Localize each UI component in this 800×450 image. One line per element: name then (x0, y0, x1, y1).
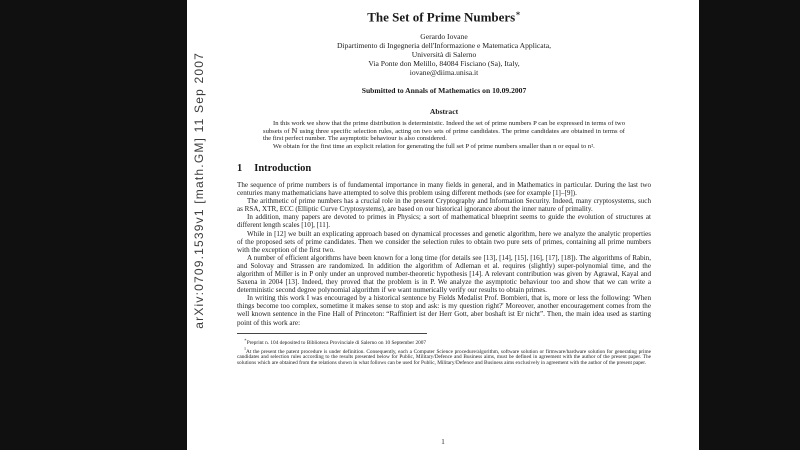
arxiv-sidebar-stamp: arXiv:0709.1539v1 [math.GM] 11 Sep 2007 (192, 52, 206, 329)
section-number: 1 (237, 162, 243, 174)
abstract-paragraph: We obtain for the first time an explicit relation for generating the full set P of prime numbers smaller than n or equal to n². (273, 142, 595, 150)
body-paragraph: While in [12] we built an explicating approach based on dynamical processes and genetic algorithm, here we analyze the analytic properties of the proposed sets of prime candidates. Then we consider the selection rules to obtain two pure sets of primes, containing all prime numbers with the exception of the first two. (237, 229, 651, 254)
author-email: iovane@diima.unisa.it (409, 68, 479, 78)
body-paragraph: The sequence of prime numbers is of fundamental importance in many fields in general, and in Mathematics in particular. During the last two centuries many mathematicians have attempted to solve this problem using different methods (see for example [1]–[9]). (237, 180, 651, 198)
body-paragraph: A number of efficient algorithms have been known for a long time (for details see [13], [14], [15], [16], [17], [18]). The algorithms of Rabin, and Solovay and Strassen are randomized. In addition the algorithm of Adleman et al. requires (slightly) super-polynomial time, and the algorithm of Miller is in P only under an unproved number-theoretic hypothesis [14]. A relevant contribution was given by Agrawal, Kayal and Saxena in 2004 [13]. Indeed, they proved that the problem is in P. We analyze the asymptotic behaviour too and show that we can write a deterministic second degree polynomial algorithm if we want numerically verify our results to obtain primes. (237, 253, 651, 295)
footnote (237, 346, 651, 367)
footnote-text: Preprint n. 104 deposited to Biblioteca Provinciale di Salerno on 10 September 2007 (246, 339, 427, 346)
page-number: 1 (441, 438, 445, 446)
paper-content (187, 0, 699, 450)
paper-page (187, 0, 699, 450)
paper-title (237, 6, 651, 24)
abstract-heading: Abstract (429, 107, 459, 117)
affiliation-line: Via Ponte don Melillo, 84084 Fisciano (Sa), Italy, (368, 59, 520, 69)
footnote-marker: 1 (244, 345, 246, 351)
body-paragraph: The arithmetic of prime numbers has a crucial role in the present Cryptography and Information Security. Indeed, many cryptosystems, such as RSA, XTR, ECC (Elliptic Curve Cryptosystems), are based on our historical ignorance about the inner nature of primality. (237, 197, 651, 214)
submission-note: Submitted to Annals of Mathematics on 10.09.2007 (361, 86, 527, 96)
paper-title-text: The Set of Prime Numbers (367, 9, 516, 25)
affiliation-line: Università di Salerno (411, 50, 477, 60)
author-block (237, 32, 651, 77)
introduction-body (237, 181, 651, 327)
footnote-marker: ∗ (244, 336, 247, 342)
section-heading (237, 163, 651, 174)
author-name: Gerardo Iovane (420, 32, 468, 42)
body-paragraph: In writing this work I was encouraged by a historical sentence by Fields Medalist Prof. Bombieri, that is, more or less the following: 'When things become too complex, sometime it makes sense to stop and ask: is my question right?' Moreover, another encouragement comes from the well known sentence in the Fine Hall of Princeton: “Raffiniert ist der Herr Gott, aber boshaft ist Er nicht”. Then, the main idea used as starting point of this work are: (237, 294, 651, 327)
footnote (237, 337, 651, 346)
affiliation-line: Dipartimento di Ingegneria dell'Informazione e Matematica Applicata, (336, 41, 552, 51)
footnotes-block (237, 337, 651, 367)
section-title: Introduction (254, 162, 312, 174)
body-paragraph: In addition, many papers are devoted to primes in Physics; a sort of mathematical blueprint seems to guide the evolution of structures at different length scales [10], [11]. (237, 213, 651, 230)
abstract-section (237, 107, 651, 150)
abstract-paragraph: In this work we show that the prime distribution is deterministic. Indeed the set of prime numbers P can be expressed in terms of two subsets of ℕ using three specific selection rules, acting on two sets of prime candidates. The prime candidates are obtained in terms of the first perfect number. The asymptotic behaviour is also considered. (263, 120, 625, 143)
footnote-text: At the present the patent procedure is under definition. Consequently, each a Computer Science procedure/algorithm, software solution or firmware/hardware solution for generating prime candidates and selection rules according to the results presented below for Public, Military/Defence and Business aims, must be defined in agreement with the author of the present paper. The solutions which are obtained from the relations shown in what follows can be used for Public, Military/Defence and Business aims exclusively in agreement with the author of the present paper. (237, 348, 651, 367)
title-footnote-mark: ∗ (515, 9, 521, 18)
footnote-rule (237, 333, 427, 334)
